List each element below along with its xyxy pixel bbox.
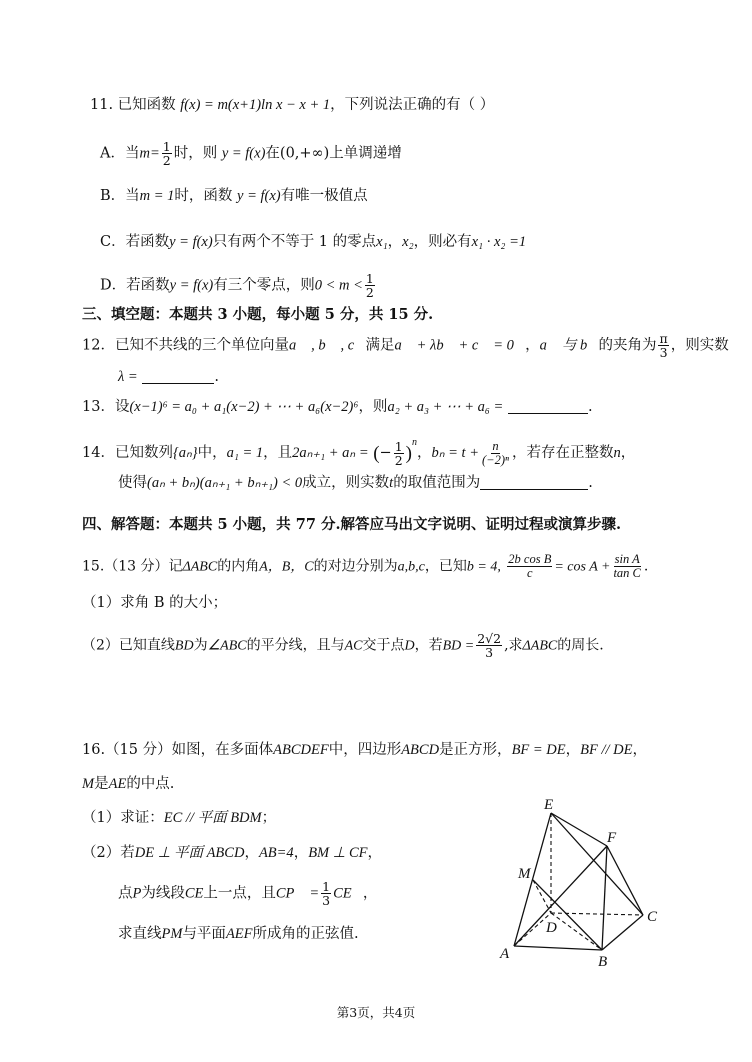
q16-line1 bbox=[82, 740, 647, 760]
q12-end: . bbox=[214, 369, 219, 385]
label-M: M bbox=[518, 866, 531, 882]
q13-line bbox=[82, 397, 593, 417]
q15-text3: 的对边分别为 bbox=[313, 558, 398, 575]
q16-line2 bbox=[82, 774, 174, 794]
q16-ce: CE bbox=[184, 885, 204, 902]
q16-part1 bbox=[82, 808, 276, 828]
edge-MD bbox=[533, 880, 551, 913]
q16-p2-text4: 上一点，且 bbox=[203, 885, 276, 902]
q11-a-den: 2 bbox=[162, 153, 171, 168]
q16-p2-text5: 求直线 bbox=[118, 926, 162, 942]
q16-p1-statement: EC // 平面 BDM bbox=[163, 810, 262, 826]
q14-rec-num: 1 bbox=[394, 438, 403, 454]
q16-p: P bbox=[132, 885, 142, 902]
q16-text4: 是 bbox=[94, 776, 109, 792]
q14-line1: 14．已知数列{aₙ}中，a₁ = 1，且2aₙ₊₁ + aₙ = (− $\frac{1}{2}$ )$^n$，bₙ = t + $\frac{n}{\text{(−2)ⁿ}}$ ，若存在正整数n， bbox=[82, 437, 636, 468]
label-B: B bbox=[598, 954, 608, 970]
q14-recurrence: 2aₙ₊₁ + aₙ = bbox=[292, 445, 369, 461]
q11-option-b bbox=[100, 186, 368, 206]
q11-d-ineq: 0 < m < bbox=[314, 277, 363, 294]
q16-p2-text7: 所成角的正弦值. bbox=[252, 926, 359, 942]
q16-fraction bbox=[321, 880, 331, 907]
q16-vector: CP⃗ = bbox=[275, 885, 320, 902]
q16-part2-line1 bbox=[82, 843, 382, 863]
q12-text4: ，则实数 bbox=[670, 337, 729, 354]
q12-answer-blank[interactable] bbox=[142, 367, 214, 384]
q12-ab: a⃗ 与 b⃗ bbox=[539, 337, 599, 354]
q16-part2-line3 bbox=[118, 924, 359, 944]
q14-rec-fraction bbox=[394, 440, 404, 467]
q11-a-text: A．当 bbox=[100, 145, 140, 162]
q11-a-text4: 上单调递增 bbox=[329, 145, 402, 162]
q11-c-product: x₁ · x₂ =1 bbox=[471, 234, 527, 250]
q14-inequality: (aₙ + bₙ)(aₙ₊₁ + bₙ₊₁) < 0 bbox=[147, 475, 303, 491]
q15-ac: AC bbox=[344, 638, 363, 654]
q15-part1: （1）求角 B 的大小； bbox=[82, 595, 228, 611]
q15-equation: = cos A + bbox=[554, 559, 611, 575]
q15-triangle: ΔABC bbox=[182, 559, 218, 575]
q14-n: n bbox=[613, 445, 621, 461]
edge-AB bbox=[514, 946, 602, 950]
q14-bn-den: (−2)ⁿ bbox=[482, 452, 509, 467]
q16-p1-text: （1）求证： bbox=[82, 810, 164, 826]
q16-eq1: BF = DE bbox=[511, 742, 566, 758]
q15-p2-text7: 的周长. bbox=[557, 637, 604, 654]
q14-a1: a₁ = 1 bbox=[226, 445, 264, 461]
q13-answer-blank[interactable] bbox=[508, 397, 588, 414]
q12-line1 bbox=[82, 332, 729, 359]
q11-c-text2: 只有两个不等于 1 的零点 bbox=[212, 234, 377, 250]
q11-a-fx: y = f(x) bbox=[221, 145, 266, 162]
label-A: A bbox=[500, 946, 510, 962]
q15-p2-text: （2）已知直线 bbox=[82, 637, 175, 654]
q15-p2-text3: 的平分线，且与 bbox=[246, 637, 345, 654]
q16-aef: AEF bbox=[225, 926, 253, 942]
q16-text5: 的中点. bbox=[126, 776, 175, 792]
q14-text: 14．已知数列 bbox=[82, 445, 173, 461]
q14-text6: 成立，则实数 bbox=[302, 475, 390, 491]
section-3-heading: 三、填空题：本题共 3 小题，每小题 5 分，共 15 分. bbox=[82, 306, 434, 323]
q11-c-x2: x₂ bbox=[402, 234, 414, 250]
q13-text2: ，则 bbox=[358, 399, 388, 415]
q14-text5: 使得 bbox=[118, 475, 147, 491]
q15-p2-text2: 为 bbox=[193, 637, 208, 654]
q16-text3: 是正方形， bbox=[439, 742, 512, 758]
q14-sequence: {aₙ} bbox=[172, 445, 198, 461]
q15-text: 15.（13 分）记 bbox=[82, 558, 183, 575]
q12-text2: 满足 bbox=[365, 337, 395, 354]
q11-d-fraction bbox=[365, 272, 375, 299]
q15-stem bbox=[82, 553, 648, 580]
q15-text4: ，已知 bbox=[424, 558, 467, 575]
label-E: E bbox=[544, 797, 554, 813]
q15-part2 bbox=[82, 632, 604, 659]
q14-comma: ， bbox=[416, 445, 432, 461]
q14-answer-blank[interactable] bbox=[480, 473, 588, 490]
q16-p2-text3: 为线段 bbox=[141, 885, 185, 902]
q15-text2: 的内角 bbox=[217, 558, 260, 575]
edge-BC bbox=[602, 915, 643, 950]
q12-text3: 的夹角为 bbox=[598, 337, 657, 354]
q16-p2-comma: ， bbox=[244, 845, 259, 861]
q15-p2-text5: ，若 bbox=[414, 637, 443, 654]
q14-rec-power: n bbox=[411, 437, 417, 448]
q15-fraction2 bbox=[612, 553, 641, 580]
q15-den2: tan C bbox=[613, 566, 641, 580]
q15-fraction1 bbox=[507, 553, 552, 580]
q16-p2-comma4: ， bbox=[362, 885, 378, 902]
q15-d: D bbox=[404, 638, 415, 654]
q14-t: t bbox=[389, 475, 394, 491]
q14-rec-den: 2 bbox=[394, 452, 403, 468]
q16-p2-text2: 点 bbox=[118, 885, 133, 902]
q16-p2-comma3: ， bbox=[367, 845, 383, 861]
q14-text4: ，若存在正整数 bbox=[511, 445, 614, 461]
q16-p2-text6: 与平面 bbox=[182, 926, 226, 942]
q16-p2-perp: DE ⊥ 平面 ABCD bbox=[134, 845, 245, 861]
q16-p1-end: ； bbox=[261, 810, 277, 826]
q11-b-text2: 时，函数 bbox=[174, 188, 233, 204]
q14-text7: 的取值范围为 bbox=[393, 475, 481, 491]
label-D: D bbox=[546, 920, 557, 936]
q15-num1: 2b cos B bbox=[508, 552, 552, 566]
edge-EC bbox=[551, 813, 643, 915]
q14-paren-close: ) bbox=[405, 443, 412, 464]
q11-c-text3: ，则必有 bbox=[413, 234, 472, 250]
label-F: F bbox=[607, 830, 617, 846]
q11-function: f(x) = m(x+1)ln x − x + 1 bbox=[180, 97, 331, 113]
q15-num2: sin A bbox=[614, 552, 640, 566]
q11-c-fx: y = f(x) bbox=[169, 234, 213, 250]
q15-angles: A，B，C bbox=[259, 559, 314, 575]
q11-a-text2: 时，则 bbox=[173, 145, 218, 162]
edge-DC bbox=[551, 913, 643, 915]
q11-b-text3: 有唯一极值点 bbox=[280, 188, 368, 204]
q12-equation: a⃗ + λb⃗ + c⃗ = 0⃗ bbox=[394, 337, 526, 354]
q14-bn-fraction bbox=[481, 440, 510, 467]
q12-den: 3 bbox=[659, 345, 668, 360]
q11-option-d bbox=[100, 272, 377, 299]
q11-a-interval: (0,+∞) bbox=[279, 145, 330, 162]
q14-text3: ，且 bbox=[263, 445, 293, 461]
q11-label: 11. 已知函数 bbox=[90, 97, 176, 113]
section-4-heading: 四、解答题：本题共 5 小题，共 77 分.解答应马出文字说明、证明过程或演算步骤. bbox=[82, 516, 622, 533]
q15-sides: a,b,c bbox=[397, 559, 425, 575]
q15-triangle2: ΔABC bbox=[522, 638, 558, 654]
q15-angle: ∠ABC bbox=[207, 638, 247, 654]
q15-b-value: b = 4, bbox=[466, 559, 501, 575]
q11-d-text: D．若函数 bbox=[100, 277, 170, 294]
q12-text: 12．已知不共线的三个单位向量 bbox=[82, 337, 289, 354]
q11-a-num: 1 bbox=[162, 139, 171, 154]
q11-b-text: B．当 bbox=[100, 188, 140, 204]
q11-c-comma: ， bbox=[387, 234, 403, 250]
q16-text2: 中，四边形 bbox=[328, 742, 402, 758]
q15-den1: c bbox=[527, 566, 533, 580]
q16-pm: PM bbox=[161, 926, 183, 942]
q12-comma: ， bbox=[525, 337, 540, 354]
q15-end: . bbox=[643, 558, 649, 575]
q11-b-m: m = 1 bbox=[139, 188, 175, 204]
q14-paren-open: ( bbox=[373, 443, 380, 464]
q11-b-fx: y = f(x) bbox=[237, 188, 281, 204]
q11-d-den: 2 bbox=[365, 285, 374, 300]
q16-parallel: BF // DE bbox=[580, 742, 633, 758]
q11-option-a bbox=[100, 140, 402, 167]
q16-comma: ， bbox=[565, 742, 581, 758]
q16-frac-num: 1 bbox=[322, 879, 331, 894]
q16-square: ABCD bbox=[401, 742, 440, 758]
polyhedron-figure bbox=[490, 790, 680, 972]
q11-a-fraction bbox=[162, 140, 172, 167]
q13-end: . bbox=[587, 399, 593, 415]
q14-end: . bbox=[588, 475, 593, 491]
q14-line2 bbox=[118, 473, 593, 493]
q15-p2-text4: 交于点 bbox=[362, 637, 405, 654]
q15-bd: BD bbox=[174, 638, 194, 654]
q16-frac-den: 3 bbox=[322, 893, 331, 908]
q16-text: 16.（15 分）如图，在多面体 bbox=[82, 742, 274, 758]
edge-FB bbox=[602, 846, 607, 950]
edge-DB bbox=[551, 913, 602, 950]
q16-part2-line2 bbox=[118, 880, 377, 907]
page-footer: 第3页，共4页 bbox=[336, 1005, 416, 1020]
q11-stem bbox=[90, 95, 494, 115]
q16-vector2: CE⃗ bbox=[333, 885, 363, 902]
q11-c-x1: x₁ bbox=[376, 234, 388, 250]
q14-bn-num: n bbox=[492, 438, 499, 453]
q15-bd-eq: BD = bbox=[442, 638, 475, 654]
q16-p2-ab: AB=4 bbox=[258, 845, 294, 861]
q13-equation: (x−1)⁶ = a₀ + a₁(x−2) + ⋯ + a₆(x−2)⁶ bbox=[129, 399, 359, 415]
q11-d-num: 1 bbox=[365, 271, 374, 286]
q11-c-text: C．若函数 bbox=[100, 234, 170, 250]
q11-a-m: m= bbox=[139, 145, 160, 162]
q11-tail: ，下列说法正确的有（ ） bbox=[330, 97, 495, 113]
q12-fraction bbox=[658, 332, 668, 359]
q14-text2: 中， bbox=[197, 445, 227, 461]
q14-bn: bₙ = t + bbox=[431, 445, 479, 461]
q13-text: 13．设 bbox=[82, 399, 130, 415]
q11-a-text3: 在 bbox=[265, 145, 280, 162]
q12-lambda: λ = bbox=[118, 369, 138, 385]
q14-comma2: ， bbox=[620, 445, 636, 461]
edge-EF bbox=[551, 813, 607, 846]
q16-p2-comma2: ， bbox=[293, 845, 309, 861]
q15-bd-den: 3 bbox=[485, 645, 494, 660]
q16-comma2: ， bbox=[632, 742, 647, 758]
q15-bd-num: 2√2 bbox=[477, 631, 502, 646]
q11-option-c bbox=[100, 232, 526, 252]
q11-d-fx: y = f(x) bbox=[169, 277, 214, 294]
q12-line2 bbox=[118, 367, 219, 387]
label-C: C bbox=[647, 909, 658, 925]
q16-p2-perp2: BM ⊥ CF bbox=[308, 845, 368, 861]
q16-p2-text: （2）若 bbox=[82, 845, 135, 861]
q11-d-text2: 有三个零点，则 bbox=[213, 277, 315, 294]
q16-polyhedron: ABCDEF bbox=[273, 742, 329, 758]
q12-vectors: a⃗ , b⃗ , c⃗ bbox=[288, 337, 366, 354]
q13-sum: a₂ + a₃ + ⋯ + a₆ = bbox=[387, 399, 504, 415]
q16-ae: AE bbox=[108, 776, 127, 792]
q12-num: π bbox=[659, 331, 668, 346]
q16-m: M bbox=[82, 776, 95, 792]
q15-p2-text6: ,求 bbox=[504, 637, 523, 654]
q15-bd-fraction bbox=[476, 632, 502, 659]
